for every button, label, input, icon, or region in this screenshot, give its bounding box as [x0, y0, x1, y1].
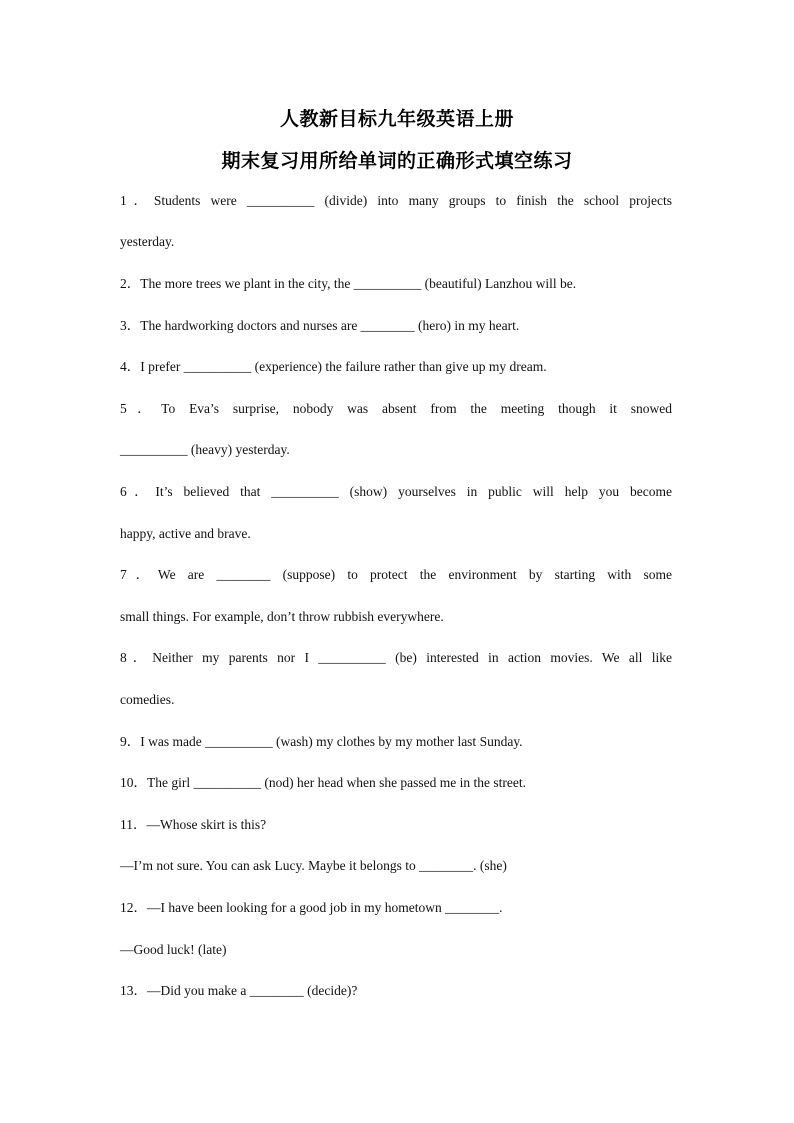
question-4: 4．I prefer __________ (experience) the failure rather than give up my dream.	[120, 359, 547, 374]
question-6-line-1: 6．It’s believed that __________ (show) yourselves in public will help you become	[120, 484, 672, 499]
question-8-line-1: 8．Neither my parents nor I __________ (be) interested in action movies. We all like	[120, 650, 672, 665]
document-subtitle: 期末复习用所给单词的正确形式填空练习	[221, 150, 573, 172]
question-3: 3．The hardworking doctors and nurses are ________ (hero) in my heart.	[120, 318, 520, 333]
question-5-line-1: 5．To Eva’s surprise, nobody was absent from the meeting though it snowed	[120, 401, 672, 416]
question-7-line-2: small things. For example, don’t throw rubbish everywhere.	[120, 609, 444, 624]
question-7-line-1: 7．We are ________ (suppose) to protect the environment by starting with some	[120, 567, 672, 582]
question-5-line-2: __________ (heavy) yesterday.	[120, 442, 290, 457]
question-13: 13．—Did you make a ________ (decide)?	[120, 983, 358, 998]
question-10: 10．The girl __________ (nod) her head when she passed me in the street.	[120, 775, 527, 790]
question-8-line-2: comedies.	[120, 692, 175, 707]
question-2: 2．The more trees we plant in the city, the __________ (beautiful) Lanzhou will be.	[120, 276, 577, 291]
question-12-line-2: —Good luck! (late)	[120, 942, 227, 957]
question-1-line-2: yesterday.	[120, 234, 175, 249]
question-12-line-1: 12．—I have been looking for a good job in my hometown ________.	[120, 900, 503, 915]
question-1-line-1: 1．Students were __________ (divide) into many groups to finish the school projects	[120, 193, 672, 208]
question-11-line-1: 11．—Whose skirt is this?	[120, 817, 267, 832]
question-9: 9．I was made __________ (wash) my clothes by my mother last Sunday.	[120, 734, 523, 749]
question-6-line-2: happy, active and brave.	[120, 526, 251, 541]
question-11-line-2: —I’m not sure. You can ask Lucy. Maybe it belongs to ________. (she)	[120, 858, 507, 873]
document-title: 人教新目标九年级英语上册	[279, 108, 514, 130]
